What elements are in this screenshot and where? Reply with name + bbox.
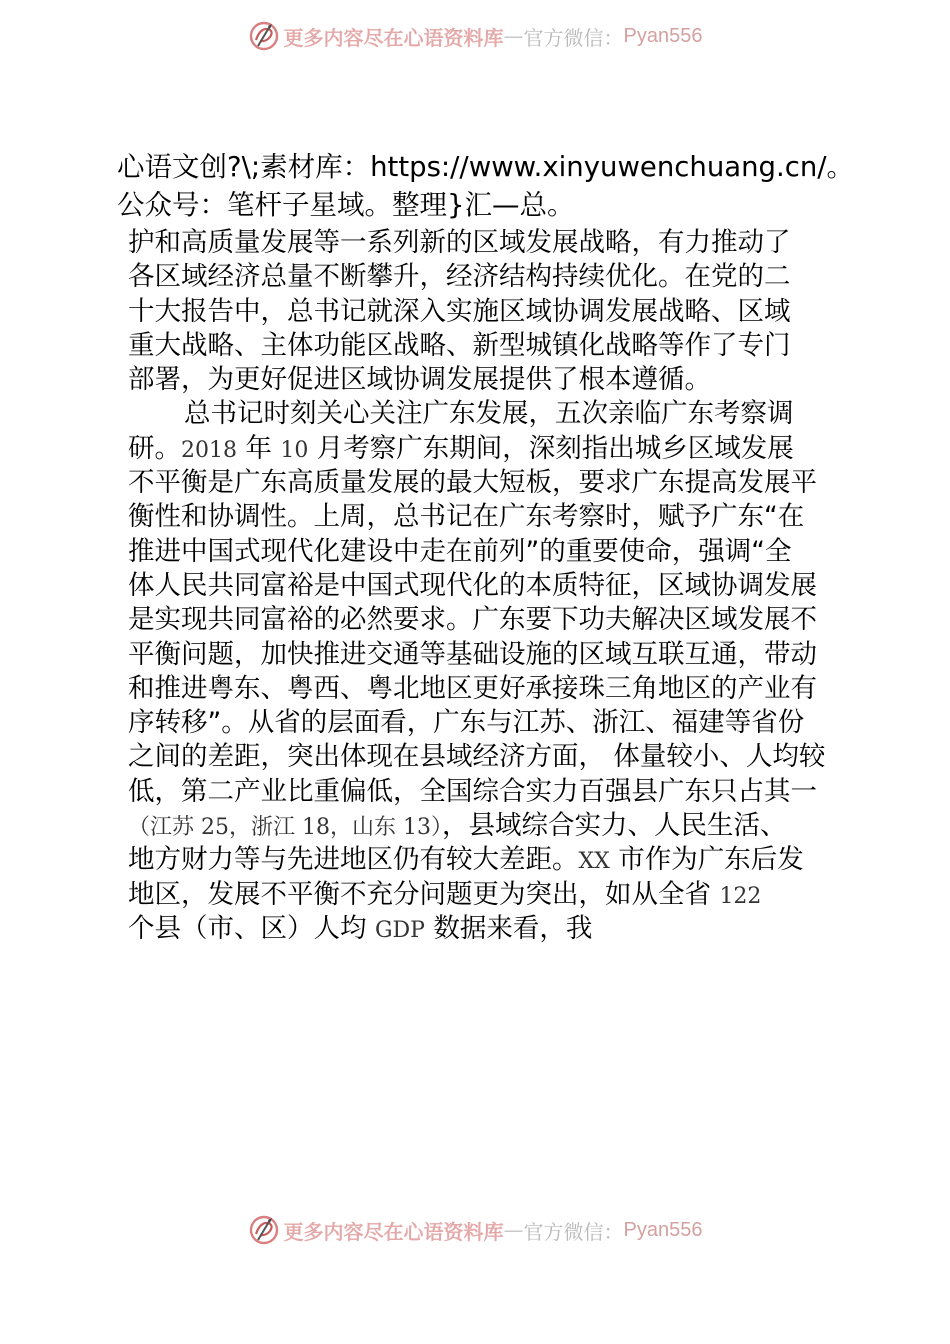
paragraph-1-line: 部署，为更好促进区域协调发展提供了根本遵循。 <box>128 364 711 396</box>
paragraph-2-line: 不平衡是广东高质量发展的最大短板，要求广东提高发展平 <box>128 467 817 499</box>
source-notice-line-1: 心语文创?\;素材库：https://www.xinyuwenchuang.cn/。 <box>117 151 855 183</box>
month-number: 10 <box>280 437 309 463</box>
paragraph-2-line: 和推进粤东、粤西、粤北地区更好承接珠三角地区的产业有 <box>128 672 817 704</box>
paragraph-1-line: 各区域经济总量不断攀升，经济结构持续优化。在党的二 <box>128 261 791 293</box>
document-body <box>128 226 850 946</box>
source-notice-line-2: 公众号：笔杆子星域。整理}汇—总。 <box>117 189 575 221</box>
paragraph-2-line: 体人民共同富裕是中国式现代化的本质特征，区域协调发展 <box>128 569 817 601</box>
text-run: 月考察广东期间，深刻指出城乡区域发展 <box>308 432 794 464</box>
year-number: 2018 <box>181 437 237 463</box>
county-count: 122 <box>719 883 762 909</box>
gdp-term: GDP <box>374 917 425 943</box>
paragraph-2-line <box>128 432 850 466</box>
text-run: 地方财力等与先进地区仍有较大差距。 <box>128 844 579 876</box>
paragraph-2-line <box>128 809 850 843</box>
text-run: 市作为广东后发 <box>609 844 804 876</box>
watermark-main-text: 更多内容尽在心语资料库 <box>283 1219 504 1244</box>
paragraph-1-line: 护和高质量发展等一系列新的区域发展战略，有力推动了 <box>128 227 791 258</box>
watermark-separator: — <box>503 24 524 48</box>
header-watermark <box>0 16 950 56</box>
watermark-wechat-id: Pyan556 <box>623 1218 703 1241</box>
paragraph-2-line: 衡性和协调性。上周，总书记在广东考察时，赋予广东“在 <box>128 501 805 533</box>
watermark-label: 官方微信： <box>523 25 624 50</box>
text-run: 研。 <box>128 432 181 464</box>
city-placeholder: XX <box>578 849 610 875</box>
paragraph-2-line: 是实现共同富裕的必然要求。广东要下功夫解决区域发展不 <box>128 604 817 636</box>
footer-watermark <box>0 1210 950 1250</box>
paragraph-2-line <box>128 843 850 877</box>
paragraph-2-line <box>128 912 850 946</box>
text-run: 数据来看，我 <box>424 912 593 944</box>
text-run: 个县（市、区）人均 <box>128 912 375 944</box>
text-run: 地区，发展不平衡不充分问题更为突出，如从全省 <box>128 878 720 910</box>
watermark-label: 官方微信： <box>523 1219 624 1244</box>
watermark-wechat-id: Pyan556 <box>623 24 703 47</box>
text-run: 年 <box>237 432 281 464</box>
paragraph-2-line: 平衡问题，加快推进交通等基础设施的区域互联互通，带动 <box>128 638 817 670</box>
watermark-main-text: 更多内容尽在心语资料库 <box>283 25 504 50</box>
paragraph-2-line: 低，第二产业比重偏低，全国综合实力百强县广东只占其一 <box>128 775 817 807</box>
paragraph-1-line: 重大战略、主体功能区战略、新型城镇化战略等作了专门 <box>128 329 791 361</box>
paragraph-2-line: 推进中国式现代化建设中走在前列”的重要使命，强调“全 <box>128 535 792 567</box>
paragraph-2-line: 序转移”。从省的层面看，广东与江苏、浙江、福建等省份 <box>128 707 805 739</box>
watermark-separator: — <box>503 1218 524 1242</box>
source-notice <box>117 148 947 224</box>
xinyu-logo-icon <box>248 20 280 52</box>
text-run: ，县域综合实力、人民生活、 <box>441 810 787 842</box>
paragraph-1-line: 十大报告中，总书记就深入实施区域协调发展战略、区域 <box>128 295 791 327</box>
province-count-note: （江苏 25，浙江 18，山东 13） <box>128 815 442 841</box>
paragraph-2-line: 总书记时刻关心关注广东发展，五次亲临广东考察调 <box>184 398 794 430</box>
paragraph-2-line: 之间的差距，突出体现在县域经济方面， 体量较小、人均较 <box>128 741 826 773</box>
paragraph-2-line <box>128 878 850 912</box>
xinyu-logo-icon <box>248 1214 280 1246</box>
